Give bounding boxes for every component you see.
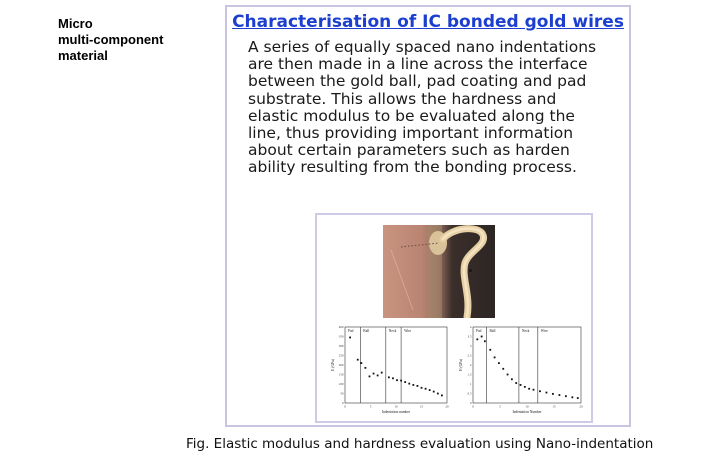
slide-title: Characterisation of IC bonded gold wires [232, 12, 624, 32]
chart-2-y-tick: 3 [469, 344, 472, 349]
chart-1-x-tick: 10 [394, 404, 398, 409]
chart-1-data-point [408, 383, 410, 385]
figure-caption: Fig. Elastic modulus and hardness evaluation using Nano-indentation [186, 436, 654, 452]
chart-2-x-tick: 0 [472, 404, 474, 409]
chart-2-y-tick: 0.5 [467, 391, 472, 396]
chart-2-data-point [502, 368, 504, 370]
chart-2-data-point [565, 395, 567, 397]
side-label-line-2: multi-component [58, 32, 164, 47]
chart-1-y-label: E (GPa) [331, 359, 335, 371]
body-line: line, thus providing important information [248, 124, 574, 143]
body-line: A series of equally spaced nano indentations [248, 38, 597, 56]
micrograph-image [383, 225, 495, 318]
chart-1-data-point [425, 388, 427, 390]
charts-area [323, 323, 589, 419]
side-label [58, 16, 198, 64]
chart-2-x-tick: 15 [552, 404, 556, 409]
chart-1-y-tick: 300 [338, 344, 344, 349]
chart-1-region-label: Pad [348, 329, 354, 333]
chart-1-data-point [360, 362, 362, 364]
chart-2-region-label: Pad [476, 329, 482, 333]
charts-svg [323, 323, 589, 419]
chart-1-region-label: Wire [404, 329, 412, 333]
chart-2-data-point [524, 386, 526, 388]
chart-2-data-point [520, 384, 522, 386]
micrograph-svg [383, 225, 495, 318]
chart-2-data-point [481, 336, 483, 338]
chart-2-y-tick: 3.5 [467, 334, 472, 339]
chart-1-data-point [357, 359, 359, 361]
chart-2-data-point [476, 338, 478, 340]
chart-2-y-tick: 2.5 [467, 353, 472, 358]
chart-2-data-point [498, 362, 500, 364]
chart-2-y-tick: 1.5 [467, 372, 472, 377]
chart-1-y-tick: 250 [338, 353, 344, 358]
chart-1-data-point [412, 384, 414, 386]
chart-2-y-label: H (GPa) [459, 358, 463, 372]
chart-1-data-point [377, 375, 379, 377]
chart-2-data-point [552, 393, 554, 395]
chart-2-data-point [489, 349, 491, 351]
body-line: elastic modulus to be evaluated along the [248, 106, 575, 125]
chart-2-x-tick: 10 [525, 404, 529, 409]
chart-2-data-point [528, 388, 530, 390]
chart-2-frame [473, 327, 581, 403]
chart-1-x-tick: 15 [419, 404, 424, 409]
chart-1-data-point [421, 387, 423, 389]
side-label-line-3: material [58, 48, 108, 63]
chart-2-data-point [571, 396, 573, 398]
chart-1-y-tick: 50 [340, 391, 344, 396]
chart-1-x-tick: 20 [445, 404, 449, 409]
chart-2-data-point [533, 389, 535, 391]
chart-1-data-point [373, 373, 375, 375]
chart-1-data-point [417, 385, 419, 387]
chart-2-x-tick: 20 [579, 404, 583, 409]
chart-1-data-point [365, 367, 367, 369]
chart-1-data-point [433, 391, 435, 393]
chart-2-data-point [484, 340, 486, 342]
chart-1-y-tick: 350 [338, 334, 344, 339]
chart-1-y-tick: 0 [341, 401, 344, 406]
chart-2-y-tick: 2 [469, 363, 472, 368]
chart-1-x-tick: 5 [369, 404, 372, 409]
marker-dot [469, 269, 472, 272]
chart-1-data-point [369, 376, 371, 378]
chart-2-data-point [559, 394, 561, 396]
slide-body-text [248, 39, 628, 177]
chart-1-region-label: Ball [363, 329, 370, 333]
chart-1-y-tick: 100 [338, 382, 344, 387]
chart-1-x-tick: 0 [344, 404, 346, 409]
chart-2-data-point [511, 378, 513, 380]
body-line: ability resulting from the bonding process. [248, 158, 577, 177]
chart-2-y-tick: 0 [469, 401, 472, 406]
body-line: between the gold ball, pad coating and pad [248, 72, 587, 91]
chart-1-region-label: Neck [388, 329, 397, 333]
chart-1-y-tick: 150 [338, 372, 344, 377]
chart-1-data-point [388, 376, 390, 378]
chart-1-x-label: Indentation number [381, 410, 411, 414]
chart-1-data-point [400, 380, 402, 382]
chart-1-y-tick: 200 [338, 363, 344, 368]
chart-1-y-tick: 400 [338, 325, 344, 330]
side-label-line-1: Micro [58, 16, 93, 31]
chart-2-y-tick: 4 [469, 325, 472, 330]
slide-panel [225, 5, 631, 427]
figure-box [315, 213, 593, 423]
chart-1-data-point [429, 389, 431, 391]
chart-2-x-label: Indentation Number [512, 410, 542, 414]
chart-2-data-point [515, 382, 517, 384]
chart-2-region-label: Neck [521, 329, 530, 333]
chart-1-data-point [396, 379, 398, 381]
chart-1-data-point [404, 381, 406, 383]
chart-1-data-point [437, 393, 439, 395]
chart-2-data-point [494, 357, 496, 359]
chart-2-region-label: Ball [489, 329, 496, 333]
body-line: about certain parameters such as harden [248, 141, 570, 160]
chart-1-data-point [349, 337, 351, 339]
chart-2-data-point [577, 397, 579, 399]
body-line: are then made in a line across the interface [248, 55, 588, 74]
chart-1-data-point [441, 395, 443, 397]
chart-2-region-label: Wire [540, 329, 548, 333]
chart-2-data-point [546, 392, 548, 394]
chart-2-x-tick: 5 [499, 404, 501, 409]
chart-1-data-point [381, 372, 383, 374]
chart-2-data-point [507, 374, 509, 376]
body-line: substrate. This allows the hardness and [248, 89, 557, 108]
chart-2-y-tick: 1 [469, 382, 472, 387]
chart-2-data-point [539, 390, 541, 392]
chart-1-data-point [392, 377, 394, 379]
